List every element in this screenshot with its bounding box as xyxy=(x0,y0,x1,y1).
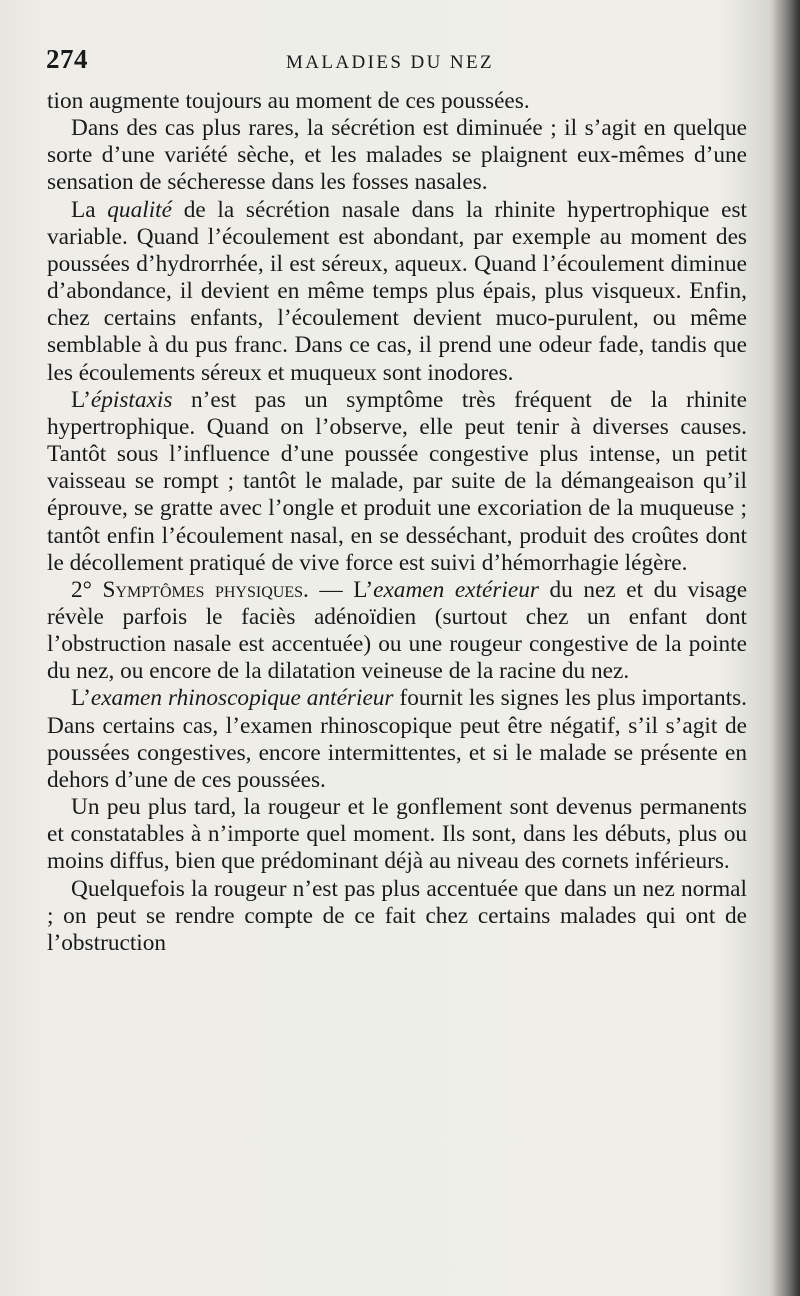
text-run: La xyxy=(71,196,108,223)
page-edge-shadow xyxy=(772,0,800,1296)
text-run: L’ xyxy=(71,386,91,413)
paragraph xyxy=(47,88,747,115)
text-run: Quelquefois la rougeur n’est pas plus accentuée que dans un nez normal ; on peut se rendre compte de ce fait chez certains malades qui ont de l’obstruction xyxy=(47,875,747,956)
text-run: Un peu plus tard, la rougeur et le gonflement sont devenus permanents et constatables à n’importe quel moment. Ils sont, dans les débuts, plus ou moins diffus, bien que prédominant déjà au niveau des cornets inférieurs. xyxy=(47,794,747,875)
text-run: — L’ xyxy=(308,576,374,603)
text-run: L’ xyxy=(71,685,91,712)
running-title: MALADIES DU NEZ xyxy=(286,52,495,73)
paragraph xyxy=(47,197,747,387)
page-header xyxy=(46,44,746,80)
italic-term: qualité xyxy=(107,196,172,223)
italic-term: épistaxis xyxy=(90,386,173,413)
section-heading: Symptômes physiques. xyxy=(102,576,309,603)
text-run: de la sécrétion nasale dans la rhinite hypertrophique est variable. Quand l’écoulement est abondant, par exemple au moment des poussées d’hydrorrhée, il est séreux, aqueux. Quand l’écoulement diminue d’abondance, il devient en même temps plus épais, plus visqueux. Enfin, chez certains enfants, l’écoulement devient muco-purulent, ou même semblable à du pus franc. Dans ce cas, il prend une odeur fade, tandis que les écoulements séreux et muqueux sont inodores. xyxy=(47,196,747,386)
text-run: Dans des cas plus rares, la sécrétion est diminuée ; il s’agit en quelque sorte d’une variété sèche, et les malades se plaignent eux-mêmes d’une sensation de sécheresse dans les fosses nasales. xyxy=(47,115,747,196)
page-number: 274 xyxy=(46,44,88,74)
italic-term: examen extérieur xyxy=(373,576,539,603)
italic-term: examen rhinoscopique antérieur xyxy=(90,685,394,712)
text-run: du nez et du visage révèle parfois le faciès adénoïdien (surtout chez un enfant dont l’obstruction nasale est accentuée) ou une rougeur congestive de la pointe du nez, ou encore de la dilatation veineuse de la racine du nez. xyxy=(47,576,748,685)
paragraph xyxy=(47,577,747,686)
paragraph xyxy=(47,685,747,794)
paragraph xyxy=(47,876,747,957)
text-run: 2° xyxy=(71,576,103,603)
text-run: fournit les signes les plus importants. Dans certains cas, l’examen rhinoscopique peut être négatif, s’il s’agit de poussées congestives, encore intermittentes, et si le malade se présente en dehors d’une de ces poussées. xyxy=(47,685,747,793)
paragraph xyxy=(47,115,747,196)
paragraph xyxy=(47,387,747,577)
text-run: tion augmente toujours au moment de ces poussées. xyxy=(47,88,530,114)
paragraph xyxy=(47,794,747,875)
body-text xyxy=(47,88,747,957)
text-run: n’est pas un symptôme très fréquent de la rhinite hypertrophique. Quand on l’observe, elle peut tenir à diverses causes. Tantôt sous l’influence d’une poussée congestive plus intense, un petit vaisseau se rompt ; tantôt le malade, par suite de la démangeaison qu’il éprouve, se gratte avec l’ongle et produit une excoriation de la muqueuse ; tantôt enfin l’écoulement nasal, en se desséchant, produit des croûtes dont le décollement pratiqué de vive force est suivi d’hémorrhagie légère. xyxy=(47,386,747,576)
